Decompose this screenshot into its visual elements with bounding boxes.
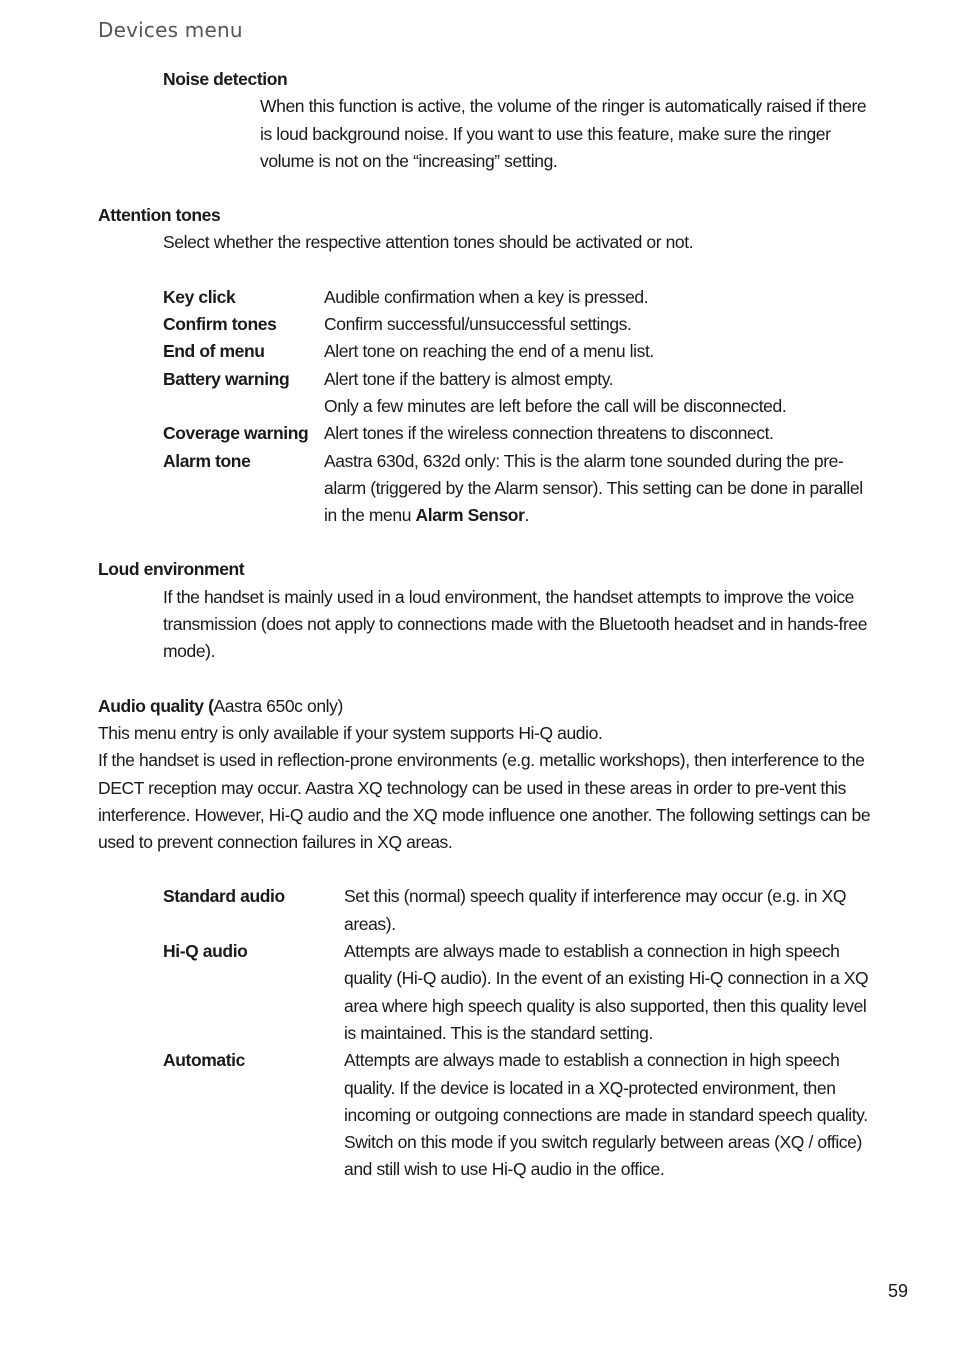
audio-quality-note: Aastra 650c only) <box>213 695 343 716</box>
desc-alarm-tone <box>324 448 878 530</box>
desc-alarm-tone-menu-ref: Alarm Sensor <box>415 505 525 526</box>
term-end-of-menu: End of menu <box>163 341 265 362</box>
desc-hiq-audio: Attempts are always made to establish a connection in high speech quality (Hi-Q audio). In the event of an existing Hi-Q connection in a XQ area where high speech quality is also supported, then this quality level is maintained. This is the standard setting. <box>344 941 869 1043</box>
section-header: Devices menu <box>98 18 243 42</box>
term-automatic: Automatic <box>163 1050 245 1071</box>
audio-quality-title: Audio quality ( <box>98 695 214 716</box>
desc-standard-audio: Set this (normal) speech quality if interference may occur (e.g. in XQ areas). <box>344 886 847 934</box>
term-coverage-warning: Coverage warning <box>163 423 309 444</box>
desc-confirm-tones: Confirm successful/unsuccessful settings. <box>324 314 632 335</box>
spacer <box>98 529 878 556</box>
noise-detection-heading: Noise detection <box>163 69 288 89</box>
term-key-click: Key click <box>163 286 236 307</box>
spacer <box>98 666 878 693</box>
desc-key-click: Audible confirmation when a key is pressed. <box>324 286 649 307</box>
term-hiq-audio: Hi-Q audio <box>163 941 248 962</box>
desc-alarm-tone-text: Aastra 630d, 632d only: This is the alarm tone sounded during the pre-alarm (triggered by the Alarm sensor). This setting can be done in parallel in the menu <box>324 450 863 526</box>
audio-quality-list <box>163 883 878 1183</box>
audio-quality-line1: This menu entry is only available if your system supports Hi-Q audio. <box>98 722 603 743</box>
term-alarm-tone: Alarm tone <box>163 450 251 471</box>
attention-tones-list <box>163 284 878 530</box>
term-standard-audio: Standard audio <box>163 886 285 907</box>
spacer <box>98 856 878 883</box>
noise-detection-text: When this function is active, the volume of the ringer is automatically raised if there is loud background noise. If you want to use this feature, make sure the ringer volume is not on the “increasing” setting. <box>260 96 867 171</box>
term-battery-warning: Battery warning <box>163 368 290 389</box>
loud-environment-text: If the handset is mainly used in a loud environment, the handset attempts to improve the voice transmission (does not apply to connections made with the Bluetooth headset and in hands-free mode). <box>163 586 868 662</box>
spacer <box>98 257 878 284</box>
loud-environment-heading: Loud environment <box>98 559 245 580</box>
desc-end-of-menu: Alert tone on reaching the end of a menu list. <box>324 341 654 362</box>
attention-tones-intro: Select whether the respective attention tones should be activated or not. <box>163 232 694 253</box>
desc-alarm-tone-end: . <box>524 505 529 526</box>
attention-tones-heading: Attention tones <box>98 205 221 226</box>
page-content <box>98 66 878 1184</box>
term-confirm-tones: Confirm tones <box>163 314 277 335</box>
audio-quality-heading <box>98 693 878 720</box>
audio-quality-paragraph: If the handset is used in reflection-prone environments (e.g. metallic workshops), then interference to the DECT reception may occur. Aastra XQ technology can be used in these areas in order to pre-vent this interference. However, Hi-Q audio and the XQ mode influence one another. The following settings can be used to prevent connection failures in XQ areas. <box>98 750 871 853</box>
desc-coverage-warning: Alert tones if the wireless connection threatens to disconnect. <box>324 423 774 444</box>
spacer <box>98 175 878 202</box>
page-number: 59 <box>888 1281 909 1301</box>
desc-battery-warning-line2: Only a few minutes are left before the call will be disconnected. <box>324 395 787 416</box>
desc-automatic: Attempts are always made to establish a connection in high speech quality. If the device is located in a XQ-protected environment, then incoming or outgoing connections are made in standard speech quality. Switch on this mode if you switch regularly between areas (XQ / office) and still wish to use Hi-Q audio in the office. <box>344 1050 868 1180</box>
desc-battery-warning <box>324 366 878 421</box>
desc-battery-warning-line1: Alert tone if the battery is almost empty. <box>324 368 614 389</box>
